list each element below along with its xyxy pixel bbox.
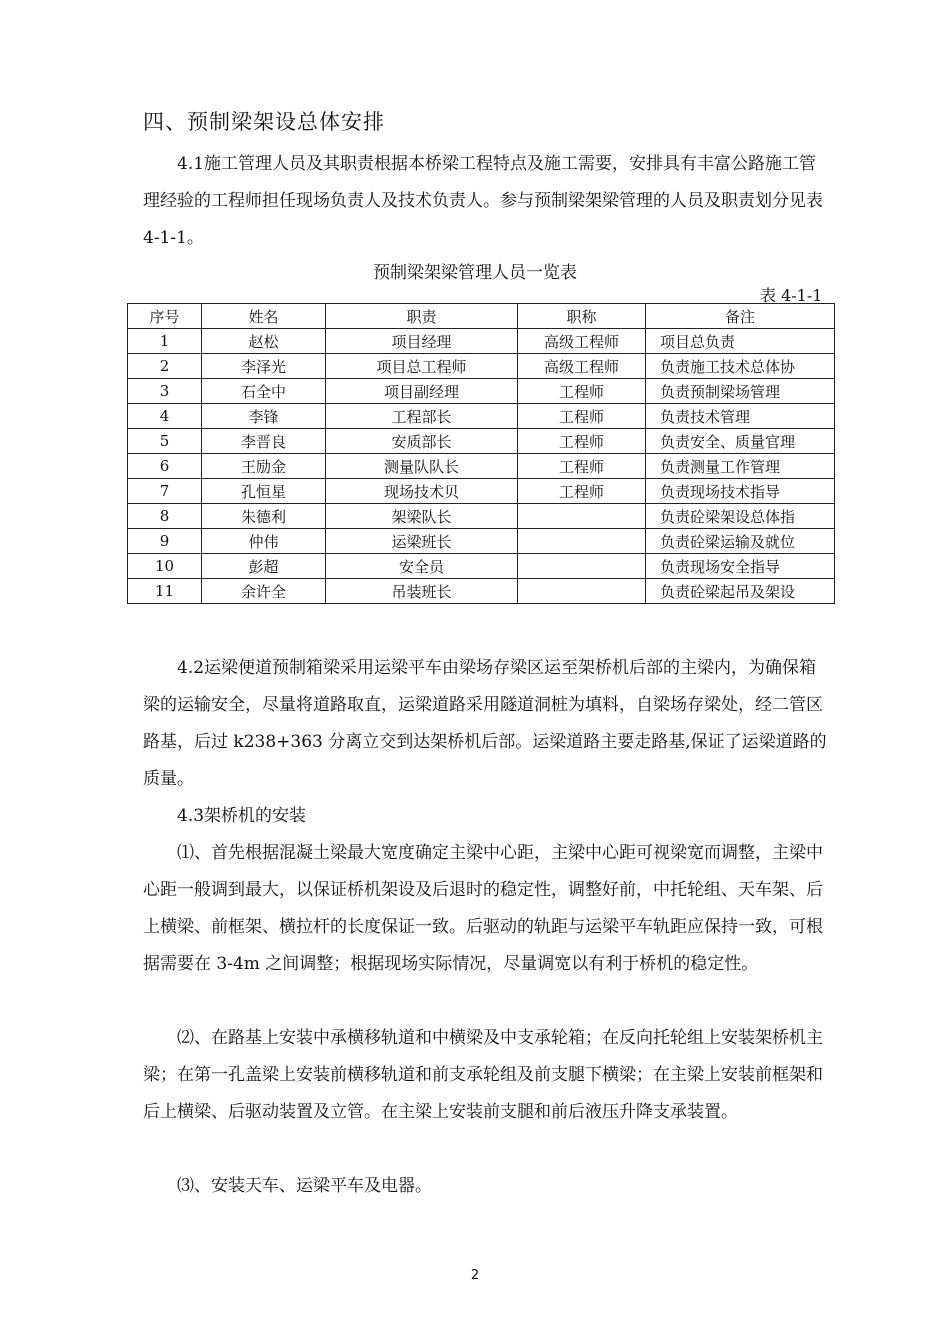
paragraph-4-1-text: 4.1施工管理人员及其职责根据本桥梁工程特点及施工需要，安排具有丰富公路施工管理经验的工程师担任现场负责人及技术负责人。参与预制梁架梁管理的人员及职责划分见表 4-1-1。 <box>143 154 823 248</box>
header-index: 序号 <box>128 304 202 329</box>
header-name: 姓名 <box>202 304 326 329</box>
cell-remarks: 负责现场技术指导 <box>646 479 835 504</box>
table-row <box>128 504 835 529</box>
table-row <box>128 454 835 479</box>
cell-index: 9 <box>128 529 202 554</box>
header-duty: 职责 <box>326 304 518 329</box>
cell-remarks: 负责施工技术总体协 <box>646 354 835 379</box>
cell-index: 1 <box>128 329 202 354</box>
cell-name: 赵松 <box>202 329 326 354</box>
staff-table <box>127 303 835 604</box>
table-row <box>128 379 835 404</box>
installation-step-3-text: ⑶、安装天车、运梁平车及电器。 <box>177 1176 432 1196</box>
cell-index: 5 <box>128 429 202 454</box>
cell-title <box>518 579 646 604</box>
cell-index: 2 <box>128 354 202 379</box>
cell-remarks: 负责砼梁起吊及架设 <box>646 579 835 604</box>
installation-step-1 <box>143 835 833 983</box>
cell-title: 工程师 <box>518 429 646 454</box>
cell-duty: 测量队队长 <box>326 454 518 479</box>
cell-name: 李泽光 <box>202 354 326 379</box>
cell-duty: 项目经理 <box>326 329 518 354</box>
table-row <box>128 579 835 604</box>
paragraph-4-3 <box>143 798 833 835</box>
cell-title: 工程师 <box>518 379 646 404</box>
cell-index: 6 <box>128 454 202 479</box>
cell-title <box>518 504 646 529</box>
cell-duty: 安全员 <box>326 554 518 579</box>
table-body <box>128 329 835 604</box>
installation-step-2-text: ⑵、在路基上安装中承横移轨道和中横梁及中支承轮箱；在反向托轮组上安装架桥机主梁；在第一孔盖梁上安装前横移轨道和前支承轮组及前支腿下横梁；在主梁上安装前框架和后上横梁、后驱动装置及立管。在主梁上安装前支腿和前后液压升降支承装置。 <box>143 1028 823 1122</box>
cell-name: 李晋良 <box>202 429 326 454</box>
cell-index: 11 <box>128 579 202 604</box>
installation-step-2 <box>143 1020 833 1131</box>
cell-remarks: 负责测量工作管理 <box>646 454 835 479</box>
cell-title: 工程师 <box>518 454 646 479</box>
paragraph-4-3-text: 4.3架桥机的安装 <box>177 806 307 826</box>
cell-index: 4 <box>128 404 202 429</box>
table-header-row <box>128 304 835 329</box>
section-heading: 四、预制梁架设总体安排 <box>143 110 385 134</box>
cell-remarks: 负责砼梁运输及就位 <box>646 529 835 554</box>
cell-duty: 项目副经理 <box>326 379 518 404</box>
cell-duty: 现场技术贝 <box>326 479 518 504</box>
cell-index: 3 <box>128 379 202 404</box>
cell-title: 高级工程师 <box>518 354 646 379</box>
cell-name: 石全中 <box>202 379 326 404</box>
cell-title <box>518 554 646 579</box>
paragraph-4-2-text: 4.2运梁便道预制箱梁采用运梁平车由梁场存梁区运至架桥机后部的主梁内，为确保箱梁的运输安全，尽量将道路取直，运梁道路采用隧道洞桩为填料，自梁场存梁处，经二管区路基，后过 k238+363 分离立交到达架桥机后部。运梁道路主要走路基,保证了运梁道路的质量。 <box>143 658 827 789</box>
cell-duty: 运梁班长 <box>326 529 518 554</box>
table-row <box>128 554 835 579</box>
cell-index: 7 <box>128 479 202 504</box>
table-caption: 预制梁架梁管理人员一览表 <box>373 263 577 283</box>
cell-title: 高级工程师 <box>518 329 646 354</box>
cell-index: 10 <box>128 554 202 579</box>
paragraph-4-2 <box>143 650 833 798</box>
cell-remarks: 负责砼梁架设总体指 <box>646 504 835 529</box>
page-number: 2 <box>470 1268 480 1283</box>
cell-duty: 架梁队长 <box>326 504 518 529</box>
table-row <box>128 354 835 379</box>
cell-name: 王励金 <box>202 454 326 479</box>
cell-remarks: 负责安全、质量官理 <box>646 429 835 454</box>
paragraph-4-1 <box>143 146 833 257</box>
table-row <box>128 404 835 429</box>
cell-name: 彭超 <box>202 554 326 579</box>
table-number: 表 4-1-1 <box>760 286 823 305</box>
cell-name: 孔恒星 <box>202 479 326 504</box>
cell-remarks: 负责现场安全指导 <box>646 554 835 579</box>
cell-name: 余许全 <box>202 579 326 604</box>
cell-remarks: 负责技术管理 <box>646 404 835 429</box>
cell-title: 工程师 <box>518 479 646 504</box>
cell-duty: 工程部长 <box>326 404 518 429</box>
header-title: 职称 <box>518 304 646 329</box>
cell-name: 仲伟 <box>202 529 326 554</box>
cell-duty: 安质部长 <box>326 429 518 454</box>
cell-title: 工程师 <box>518 404 646 429</box>
installation-step-3 <box>143 1168 833 1205</box>
cell-duty: 吊装班长 <box>326 579 518 604</box>
cell-name: 李锋 <box>202 404 326 429</box>
cell-title <box>518 529 646 554</box>
header-remarks: 备注 <box>646 304 835 329</box>
table-row <box>128 479 835 504</box>
cell-remarks: 项目总负责 <box>646 329 835 354</box>
table-row <box>128 429 835 454</box>
cell-index: 8 <box>128 504 202 529</box>
installation-step-1-text: ⑴、首先根据混凝土梁最大宽度确定主梁中心距，主梁中心距可视梁宽而调整，主梁中心距一般调到最大，以保证桥机架设及后退时的稳定性，调整好前，中托轮组、天车架、后上横梁、前框架、横拉杆的长度保证一致。后驱动的轨距与运梁平车轨距应保持一致，可根据需要在 3-4m 之间调整；根据现场实际情况，尽量调宽以有利于桥机的稳定性。 <box>143 843 823 974</box>
cell-name: 朱德利 <box>202 504 326 529</box>
cell-remarks: 负责预制梁场管理 <box>646 379 835 404</box>
table-row <box>128 329 835 354</box>
cell-duty: 项目总工程师 <box>326 354 518 379</box>
table-row <box>128 529 835 554</box>
